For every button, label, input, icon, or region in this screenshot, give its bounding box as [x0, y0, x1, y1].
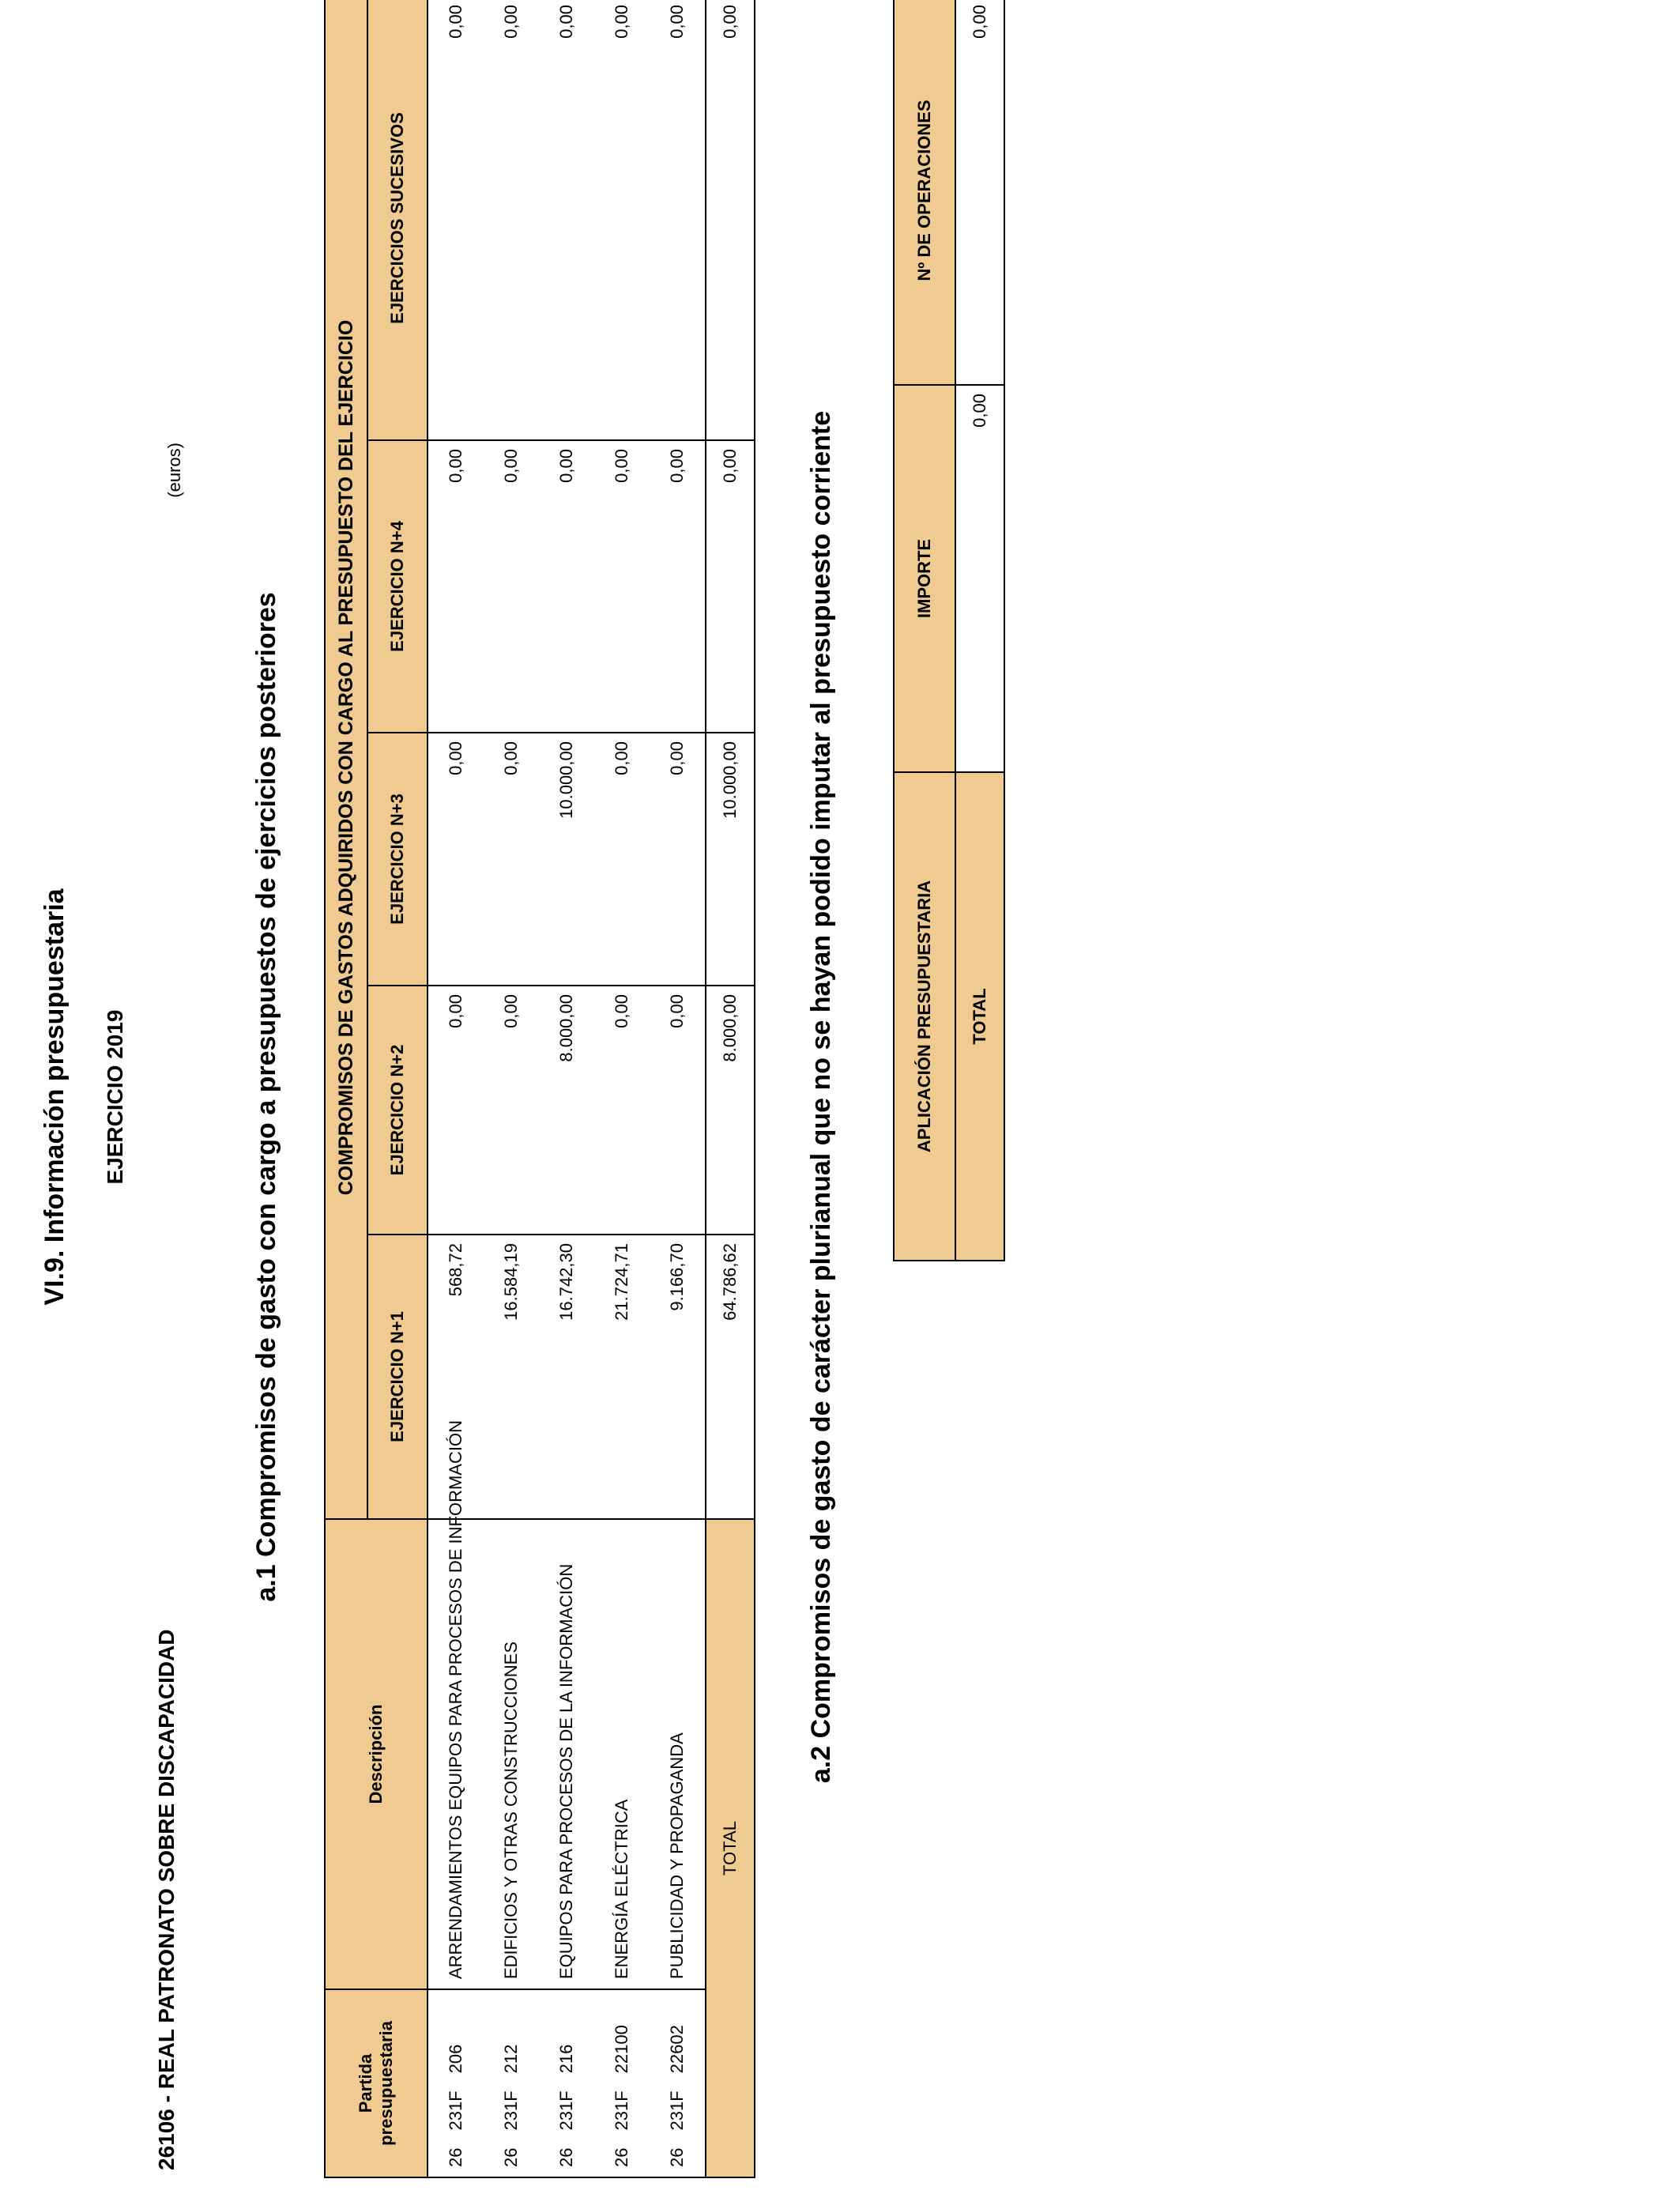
n2-cell: 0,00 [650, 986, 706, 1235]
table-row [484, 0, 539, 2177]
partida-cell [484, 1989, 539, 2177]
commitments-table [324, 0, 755, 2178]
description-cell: ARRENDAMIENTOS EQUIPOS PARA PROCESOS DE INFORMACIÓN [428, 1519, 484, 1989]
table-row [594, 0, 650, 2177]
partida-cell [594, 1989, 650, 2177]
sucesivos-cell: 0,00 [594, 0, 650, 440]
partida-program: 231F [501, 2090, 521, 2131]
plurianual-table [893, 0, 1005, 1261]
page-title: VI.9. Información presupuestaria [40, 888, 70, 1306]
plurianual-total-importe: 0,00 [955, 385, 1004, 772]
sucesivos-cell: 0,00 [650, 0, 706, 440]
partida-concept: 22100 [612, 2025, 631, 2074]
partida-program: 231F [612, 2090, 631, 2131]
partida-concept: 22602 [667, 2025, 687, 2074]
description-cell: PUBLICIDAD Y PROPAGANDA [650, 1519, 706, 1989]
col-operaciones: Nº DE OPERACIONES [894, 0, 955, 385]
n4-cell: 0,00 [650, 440, 706, 733]
total-sucesivos: 0,00 [706, 0, 755, 440]
col-sucesivos: EJERCICIOS SUCESIVOS [367, 0, 428, 440]
col-descripcion: Descripción [325, 1519, 428, 1989]
sucesivos-cell: 0,00 [539, 0, 594, 440]
col-n1: EJERCICIO N+1 [367, 1235, 428, 1519]
total-n1: 64.786,62 [706, 1235, 755, 1519]
partida-cell [428, 1989, 484, 2177]
total-n3: 10.000,00 [706, 733, 755, 986]
table-row [428, 0, 484, 2177]
n1-cell: 16.584,19 [484, 1235, 539, 1519]
partida-section: 26 [446, 2147, 465, 2167]
n3-cell: 0,00 [594, 733, 650, 986]
entity-name: 26106 - REAL PATRONATO SOBRE DISCAPACIDAD [154, 1629, 179, 2170]
description-cell: EDIFICIOS Y OTRAS CONSTRUCCIONES [484, 1519, 539, 1989]
n2-cell: 0,00 [594, 986, 650, 1235]
n1-cell: 21.724,71 [594, 1235, 650, 1519]
n4-cell: 0,00 [594, 440, 650, 733]
fiscal-year: EJERCICIO 2019 [103, 1009, 127, 1185]
table-row [539, 0, 594, 2177]
col-group-commitments: COMPROMISOS DE GASTOS ADQUIRIDOS CON CARGO AL PRESUPUESTO DEL EJERCICIO [325, 0, 367, 1519]
n1-cell: 9.166,70 [650, 1235, 706, 1519]
table-total-row [706, 0, 755, 2177]
commitments-body [428, 0, 706, 2177]
n1-cell: 568,72 [428, 1235, 484, 1519]
n3-cell: 0,00 [650, 733, 706, 986]
partida-section: 26 [612, 2147, 631, 2167]
n4-cell: 0,00 [484, 440, 539, 733]
n4-cell: 0,00 [428, 440, 484, 733]
partida-section: 26 [556, 2147, 576, 2167]
partida-cell [539, 1989, 594, 2177]
n4-cell: 0,00 [539, 440, 594, 733]
section-a1-heading: a.1 Compromisos de gasto con cargo a presupuestos de ejercicios posteriores [251, 592, 281, 1602]
col-partida: Partida presupuestaria [325, 1989, 428, 2177]
partida-section: 26 [501, 2147, 521, 2167]
n3-cell: 0,00 [484, 733, 539, 986]
sucesivos-cell: 0,00 [428, 0, 484, 440]
plurianual-total-operaciones: 0,00 [955, 0, 1004, 385]
sucesivos-cell: 0,00 [484, 0, 539, 440]
plurianual-total-row [955, 0, 1004, 1261]
total-n2: 8.000,00 [706, 986, 755, 1235]
plurianual-total-label: TOTAL [955, 772, 1004, 1261]
col-n2: EJERCICIO N+2 [367, 986, 428, 1235]
partida-program: 231F [556, 2090, 576, 2131]
col-n4: EJERCICIO N+4 [367, 440, 428, 733]
table-row [650, 0, 706, 2177]
partida-concept: 212 [501, 2044, 521, 2074]
partida-concept: 206 [446, 2044, 465, 2074]
n2-cell: 0,00 [428, 986, 484, 1235]
n1-cell: 16.742,30 [539, 1235, 594, 1519]
n3-cell: 0,00 [428, 733, 484, 986]
currency-unit: (euros) [164, 443, 184, 498]
partida-cell [650, 1989, 706, 2177]
partida-section: 26 [667, 2147, 687, 2167]
col-importe: IMPORTE [894, 385, 955, 772]
col-aplicacion: APLICACIÓN PRESUPUESTARIA [894, 772, 955, 1261]
total-label: TOTAL [706, 1519, 755, 2177]
partida-program: 231F [667, 2090, 687, 2131]
col-n3: EJERCICIO N+3 [367, 733, 428, 986]
total-n4: 0,00 [706, 440, 755, 733]
n3-cell: 10.000,00 [539, 733, 594, 986]
description-cell: ENERGÍA ELÉCTRICA [594, 1519, 650, 1989]
partida-program: 231F [446, 2090, 465, 2131]
n2-cell: 8.000,00 [539, 986, 594, 1235]
section-a2-heading: a.2 Compromisos de gasto de carácter plurianual que no se hayan podido imputar al presupuesto corriente [806, 410, 836, 1784]
partida-concept: 216 [556, 2044, 576, 2074]
description-cell: EQUIPOS PARA PROCESOS DE LA INFORMACIÓN [539, 1519, 594, 1989]
n2-cell: 0,00 [484, 986, 539, 1235]
